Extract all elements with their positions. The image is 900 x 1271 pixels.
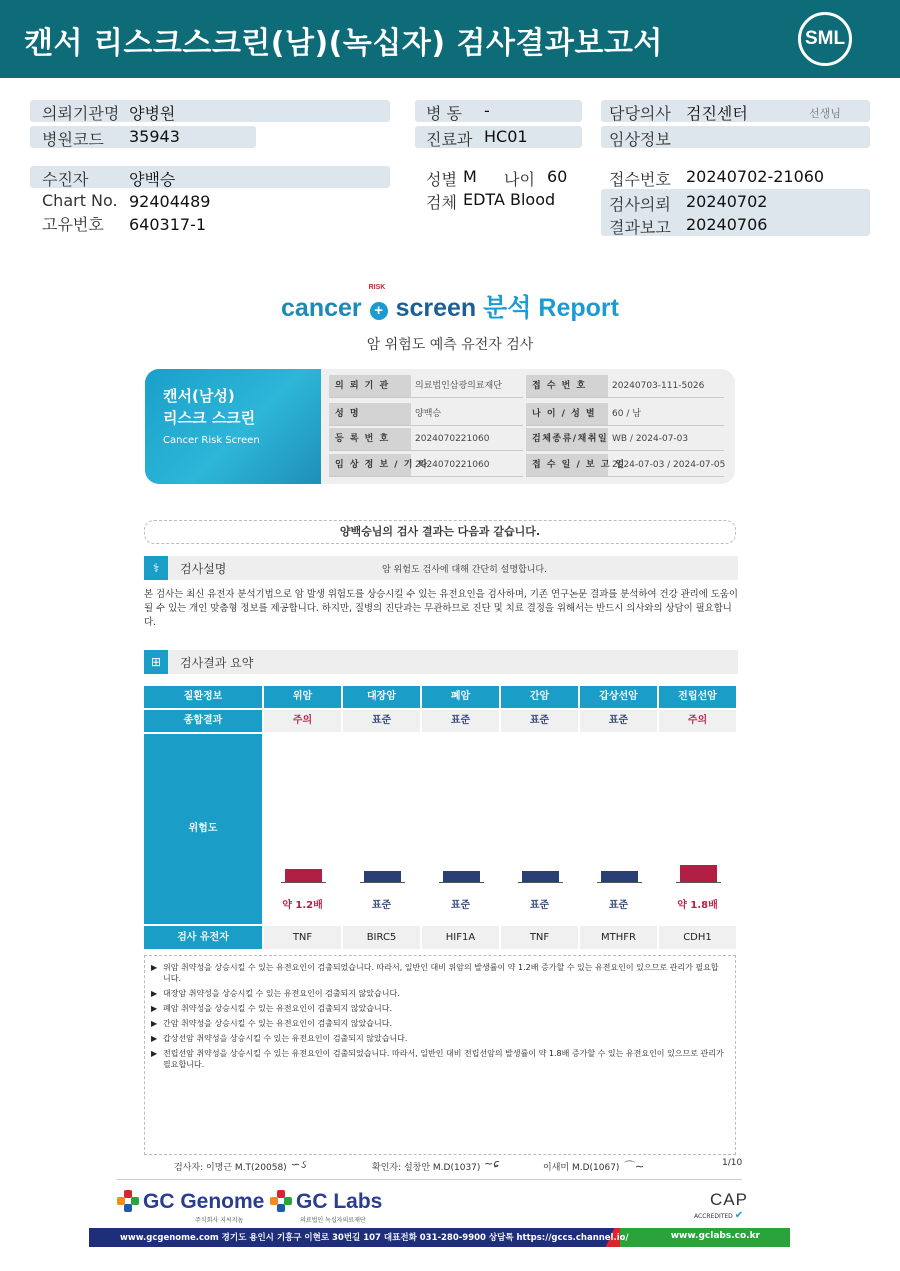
request-label: 검사의뢰 (609, 195, 671, 214)
disease-header: 대장암 (343, 686, 420, 708)
risk-bar (443, 871, 480, 882)
card-banner: 캔서(남성) 리스크 스크린 Cancer Risk Screen (145, 369, 321, 484)
risk-label: 표준 (608, 900, 629, 911)
risk-baseline (597, 882, 642, 883)
arrow-right-icon: ▶ (151, 1034, 158, 1043)
disease-header: 위암 (264, 686, 341, 708)
sex-value: M (463, 167, 477, 186)
card-label: 검체종류/채취일 (526, 428, 608, 451)
result-note: ▶ 간암 취약성을 상승시킬 수 있는 유전요인이 검출되지 않았습니다. (151, 1019, 392, 1028)
risk-baseline (676, 882, 721, 883)
test-gene: TNF (264, 926, 341, 949)
risk-baseline (281, 882, 326, 883)
folder-plus-icon: ⊞ (144, 650, 168, 674)
overall-result: 표준 (343, 710, 420, 732)
chart-label: Chart No. (42, 191, 118, 210)
row-header-risk: 위험도 (144, 734, 262, 924)
sml-logo: SML (798, 12, 852, 66)
arrow-right-icon: ▶ (151, 989, 158, 998)
code-value: 35943 (129, 127, 180, 146)
gc-genome-logo: GC Genome 주식회사 지씨지놈 (117, 1190, 264, 1214)
test-gene: HIF1A (422, 926, 499, 949)
arrow-right-icon: ▶ (151, 1004, 158, 1013)
card-label: 임 상 정 보 / 기 타 (329, 454, 411, 477)
card-value: 2024-07-03 / 2024-07-05 (608, 454, 724, 477)
doctor-label: 담당의사 (609, 104, 671, 123)
brand-subtitle: 암 위험도 예측 유전자 검사 (366, 337, 534, 353)
arrow-right-icon: ▶ (151, 963, 158, 972)
plus-circle-icon: + (370, 302, 388, 320)
card-value: 20240703-111-5026 (608, 375, 724, 398)
ward-value: - (484, 101, 490, 120)
card-value: 2024070221060 (411, 428, 523, 451)
tester-signature: 검사자: 이명근 M.T(20058) (174, 1163, 287, 1173)
risk-label: 약 1.8배 (677, 900, 718, 911)
report-header (0, 0, 900, 78)
card-label: 의 뢰 기 관 (329, 375, 411, 398)
result-label: 결과보고 (609, 218, 671, 237)
institution-label: 의뢰기관명 (42, 104, 120, 123)
card-label: 접 수 번 호 (526, 375, 608, 398)
section-summary-header: ⊞ 검사결과 요약 (144, 650, 738, 674)
risk-label: 표준 (529, 900, 550, 911)
stethoscope-icon: ⚕ (144, 556, 168, 580)
confirmer2-signature: 이새미 M.D(1067) (543, 1163, 620, 1173)
confirmer2-sign-mark: ⌒∼ (624, 1160, 645, 1173)
row-header-gene: 검사 유전자 (144, 926, 262, 949)
chart-value: 92404489 (129, 192, 211, 211)
arrow-right-icon: ▶ (151, 1049, 158, 1058)
risk-baseline (360, 882, 405, 883)
footer-site: www.gclabs.co.kr (670, 1231, 760, 1241)
row-header-result: 종합결과 (144, 710, 262, 732)
test-gene: TNF (501, 926, 578, 949)
result-note: ▶ 갑상선암 취약성을 상승시킬 수 있는 유전요인이 검출되지 않았습니다. (151, 1034, 408, 1043)
card-label: 성 명 (329, 403, 411, 426)
confirmer-signature: 확인자: 설창안 M.D(1037) (372, 1163, 481, 1173)
disease-header: 간암 (501, 686, 578, 708)
result-note: ▶ 위암 취약성을 상승시킬 수 있는 유전요인이 검출되었습니다. 따라서, 일반인 대비 위암의 발생률이 약 1.2배 증가할 수 있는 유전요인이 있으므로 관리가 필요합니다. (151, 963, 719, 983)
doctor-suffix: 선생님 (809, 107, 841, 120)
card-label: 등 록 번 호 (329, 428, 411, 451)
test-gene: BIRC5 (343, 926, 420, 949)
overall-result: 주의 (659, 710, 736, 732)
section-description-header: ⚕ 검사설명 암 위험도 검사에 대해 간단히 설명합니다. (144, 556, 738, 580)
footer-address: www.gcgenome.com 경기도 용인시 기흥구 이현로 30번길 107 대표전화 031-280-9900 상담톡 https://gccs.channel.io/ (120, 1233, 629, 1243)
report-title: 캔서 리스크스크린(남)(녹십자) 검사결과보고서 (24, 26, 663, 61)
section-description-body: 본 검사는 최신 유전자 분석기법으로 암 발생 위험도를 상승시킬 수 있는 유전요인을 검사하며, 기존 연구논문 결과를 분석하여 건강 관리에 도움이 될 수 있는 개인 맞춤형 정보를 제공합니다. 하지만, 질병의 진단과는 무관하므로 진단 및 치료 결정을 위해서는 반드시 의사와의 상담이 필요합니다. (144, 589, 738, 628)
sex-label: 성별 (426, 170, 457, 189)
gc-cross-icon (270, 1190, 292, 1212)
risk-baseline (439, 882, 484, 883)
receipt-label: 접수번호 (609, 170, 671, 189)
specimen-value: EDTA Blood (463, 190, 556, 209)
overall-result: 표준 (501, 710, 578, 732)
clinical-label: 임상정보 (609, 130, 671, 149)
card-value: 2024070221060 (411, 454, 523, 477)
risk-bar (364, 871, 401, 882)
ward-label: 병 동 (426, 104, 462, 123)
gc-cross-icon (117, 1190, 139, 1212)
row-header-disease: 질환정보 (144, 686, 262, 708)
card-value: 의료법인삼광의료재단 (411, 375, 523, 398)
cap-accredited-logo: CAP ACCREDITED ✔ (694, 1190, 748, 1221)
arrow-right-icon: ▶ (151, 1019, 158, 1028)
test-gene: MTHFR (580, 926, 657, 949)
institution-value: 양병원 (129, 104, 176, 123)
card-value: 양백승 (411, 403, 523, 426)
risk-label: 약 1.2배 (282, 900, 323, 911)
gc-labs-logo: GC Labs 의료법인 녹십자의료재단 (270, 1190, 382, 1214)
tester-sign-mark: ∽ઽ (291, 1158, 306, 1171)
result-notes (144, 955, 736, 1155)
card-value: WB / 2024-07-03 (608, 428, 724, 451)
request-value: 20240702 (686, 192, 768, 211)
risk-bar (522, 871, 559, 882)
overall-result: 표준 (422, 710, 499, 732)
test-gene: CDH1 (659, 926, 736, 949)
card-label: 접 수 일 / 보 고 일 (526, 454, 608, 477)
overall-result: 주의 (264, 710, 341, 732)
dept-value: HC01 (484, 127, 528, 146)
cancer-screen-logo: cancer + RISK screen 분석 Report 암 위험도 예측 유전자 검사 (0, 288, 900, 354)
disease-header: 폐암 (422, 686, 499, 708)
risk-bar (285, 869, 322, 882)
result-notice: 양백승님의 검사 결과는 다음과 같습니다. (144, 520, 736, 544)
overall-result: 표준 (580, 710, 657, 732)
doctor-value: 검진센터 (686, 104, 748, 123)
dept-label: 진료과 (426, 130, 473, 149)
footer-bar (89, 1228, 790, 1247)
specimen-label: 검체 (426, 193, 457, 212)
patient-label: 수진자 (42, 170, 89, 189)
result-note: ▶ 폐암 취약성을 상승시킬 수 있는 유전요인이 검출되지 않았습니다. (151, 1004, 392, 1013)
code-label: 병원코드 (42, 130, 104, 149)
age-value: 60 (547, 167, 568, 186)
confirmer-sign-mark: ~ɕ (484, 1157, 500, 1170)
disease-header: 갑상선암 (580, 686, 657, 708)
risk-label: 표준 (450, 900, 471, 911)
card-label: 나 이 / 성 별 (526, 403, 608, 426)
result-value: 20240706 (686, 215, 768, 234)
disease-header: 전립선암 (659, 686, 736, 708)
result-note: ▶ 전립선암 취약성을 상승시킬 수 있는 유전요인이 검출되었습니다. 따라서, 일반인 대비 전립선암의 발생률이 약 1.8배 증가할 수 있는 유전요인이 있으므로 관리가 필요합니다. (151, 1049, 724, 1069)
risk-bar (680, 865, 717, 882)
page-number: 1/10 (722, 1158, 743, 1168)
risk-label: 표준 (371, 900, 392, 911)
risk-bar (601, 871, 638, 882)
result-note: ▶ 대장암 취약성을 상승시킬 수 있는 유전요인이 검출되지 않았습니다. (151, 989, 400, 998)
card-value: 60 / 남 (608, 403, 724, 426)
receipt-value: 20240702-21060 (686, 167, 825, 186)
uid-value: 640317-1 (129, 215, 207, 234)
uid-label: 고유번호 (42, 215, 104, 234)
risk-baseline (518, 882, 563, 883)
summary-card (145, 369, 735, 484)
patient-value: 양백승 (129, 170, 176, 189)
age-label: 나이 (504, 170, 535, 189)
